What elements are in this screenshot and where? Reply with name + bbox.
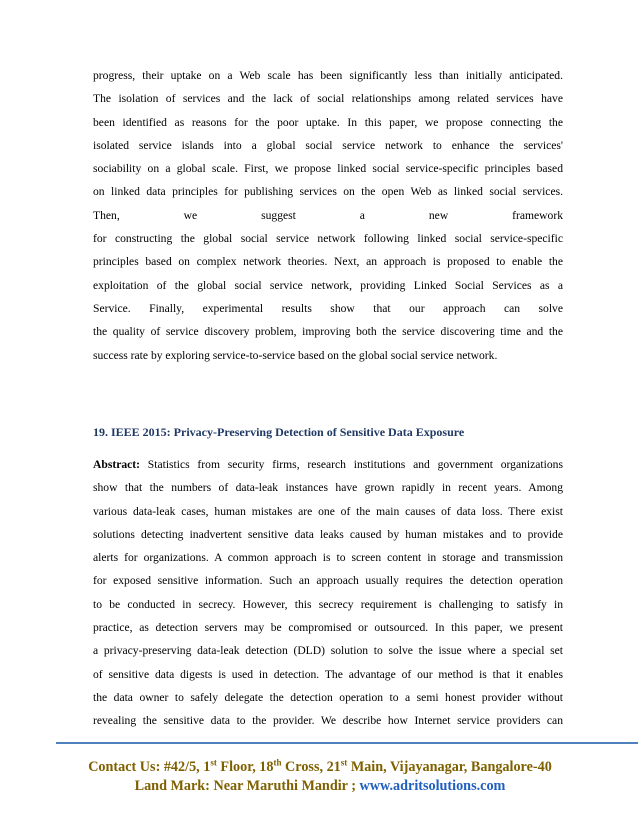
- intro-line: Service. Finally, experimental results show that our approach can solve: [93, 301, 563, 315]
- abstract-line: alerts for organizations. A common approach is to screen content in storage and transmission: [93, 551, 563, 565]
- footer-address: [40, 758, 600, 777]
- intro-text: [93, 64, 563, 367]
- intro-line: isolated service islands into a global social service network to enhance the services': [93, 138, 563, 152]
- intro-line: been identified as reasons for the poor uptake. In this paper, we propose connecting the: [93, 115, 563, 129]
- intro-line: success rate by exploring service-to-service based on the global social service network.: [93, 348, 498, 362]
- footer-sup1: st: [210, 757, 217, 768]
- intro-line: sociability on a global scale. First, we propose linked social service-specific principles based: [93, 162, 563, 176]
- footer-sup2: th: [273, 757, 282, 768]
- abstract-line: show that the numbers of data-leak instances have grown rapidly in recent years. Among: [93, 481, 563, 495]
- footer-landmark: [40, 777, 600, 796]
- abstract-line: of sensitive data digests is used in detection. The advantage of our method is that it enables: [93, 667, 563, 681]
- abstract-line: the data owner to safely delegate the detection operation to a semi honest provider without: [93, 690, 563, 704]
- abstract-line: various data-leak cases, human mistakes are one of the main causes of data loss. There exist: [93, 504, 563, 518]
- intro-line: exploitation of the global social service network, providing Linked Social Services as a: [93, 278, 563, 292]
- intro-line: progress, their uptake on a Web scale has been significantly less than initially anticipated.: [93, 69, 563, 82]
- abstract-line: a privacy-preserving data-leak detection (DLD) solution to solve the issue where a special set: [93, 644, 563, 658]
- footer-landmark-text: Land Mark: Near Maruthi Mandir ;: [134, 778, 360, 794]
- intro-line: on linked data principles for publishing services on the open Web as linked social services.: [93, 185, 563, 199]
- website-link[interactable]: www.adritsolutions.com: [359, 778, 506, 794]
- intro-line: The isolation of services and the lack of social relationships among related services have: [93, 92, 563, 106]
- intro-line: principles based on complex network theories. Next, an approach is proposed to enable the: [93, 255, 563, 269]
- abstract-first-line: [93, 453, 563, 476]
- section-heading: 19. IEEE 2015: Privacy-Preserving Detection of Sensitive Data Exposure: [93, 425, 465, 439]
- footer-sup3: st: [340, 757, 348, 768]
- abstract-line: to be conducted in secrecy. However, this secrecy requirement is challenging to satisfy in: [93, 597, 563, 611]
- intro-line: the quality of service discovery problem, improving both the service discovering time and the: [93, 325, 563, 339]
- intro-line: Then, we suggest a new framework: [93, 208, 563, 222]
- abstract-line: practice, as detection servers may be compromised or outsourced. In this paper, we present: [93, 621, 563, 635]
- footer-divider: [56, 742, 638, 744]
- intro-line: for constructing the global social service network following linked social service-specific: [93, 232, 563, 246]
- abstract-line: for exposed sensitive information. Such an approach usually requires the detection operation: [93, 574, 563, 588]
- footer-address-part3: Cross, 21: [281, 759, 341, 775]
- abstract-line: solutions detecting inadvertent sensitive data leaks caused by human mistakes and to provide: [93, 527, 563, 541]
- footer-address-part1: Contact Us: #42/5, 1: [88, 759, 211, 775]
- intro-paragraph: [93, 64, 563, 367]
- abstract-paragraph: [93, 453, 563, 733]
- abstract-text: [93, 453, 563, 733]
- footer-address-part2: Floor, 18: [216, 759, 274, 775]
- footer: [40, 758, 600, 796]
- abstract-lines: [93, 476, 563, 732]
- footer-address-part4: Main, Vijayanagar, Bangalore-40: [347, 759, 552, 775]
- abstract-label: Abstract:: [93, 458, 141, 471]
- abstract-first-line-text: Statistics from security firms, research institutions and government organizations: [140, 458, 563, 471]
- abstract-line: revealing the sensitive data to the provider. We describe how Internet service providers can: [93, 714, 563, 728]
